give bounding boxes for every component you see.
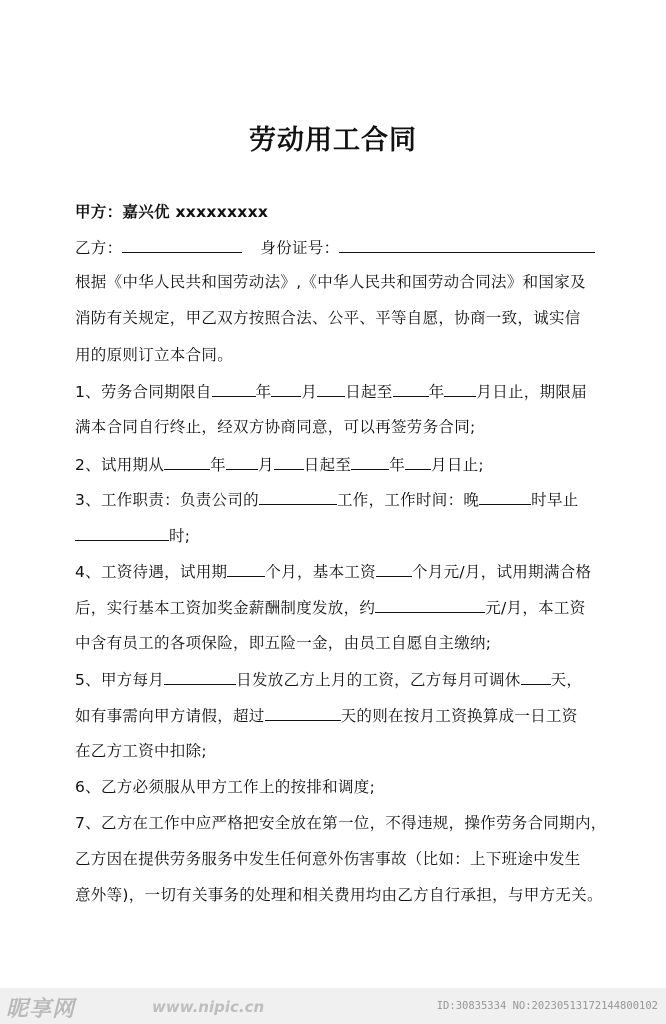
clause-5-text: 日发放乙方上月的工资，乙方每月可调休 (236, 671, 521, 689)
clause-1-line-1 (75, 381, 587, 402)
start-day-blank[interactable] (317, 381, 345, 397)
clause-5-text: 天的则在按月工资换算成一日工资 (340, 707, 578, 725)
id-number-label: 身份证号： (260, 239, 340, 257)
watermark-image-id: ID:30835334 NO:20230513172144800102 (436, 1000, 658, 1012)
clause-4-line-3: 中含有员工的各项保险，即五险一金，由员工自愿自主缴纳; (75, 634, 492, 652)
clause-5-line-1 (75, 669, 582, 690)
clause-4-text: 元/月，本工资 (485, 599, 586, 617)
clause-1-text: 年 (255, 383, 272, 401)
trial-start-year-blank[interactable] (164, 454, 210, 470)
intro-line-3: 用的原则订立本合同。 (75, 346, 234, 364)
watermark-logo: 昵享网 (6, 997, 76, 1022)
clause-1-text: 月日止，期限届 (476, 383, 588, 401)
clause-3-line-1 (75, 489, 579, 510)
clause-2-line (75, 454, 484, 475)
clause-1-text: 年 (428, 383, 445, 401)
monthly-pay-blank[interactable] (375, 597, 485, 613)
clause-7-line-2: 乙方因在提供劳务服务中发生任何意外伤害事故（比如：上下班途中发生 (75, 850, 581, 868)
clause-5-text: 5、甲方每月 (75, 671, 165, 689)
clause-2-text: 年 (210, 456, 226, 474)
trial-end-year-blank[interactable] (351, 454, 389, 470)
clause-7-line-1: 7、乙方在工作中应严格把安全放在第一位，不得违规，操作劳务合同期内， (75, 814, 607, 832)
clause-1-text: 1、劳务合同期限自 (75, 383, 212, 401)
trial-start-day-blank[interactable] (274, 454, 304, 470)
leave-days-blank[interactable] (521, 669, 551, 685)
clause-5-text: 天， (550, 671, 583, 689)
clause-2-text: 月 (257, 456, 274, 474)
end-year-blank[interactable] (393, 381, 429, 397)
clause-2-text: 2、试用期从 (75, 456, 165, 474)
clause-3-text: 工作，工作时间：晚 (336, 491, 480, 509)
id-number-blank[interactable] (339, 237, 595, 253)
trial-start-month-blank[interactable] (226, 454, 258, 470)
clause-7-line-3: 意外等)，一切有关事务的处理和相关费用均由乙方自行承担，与甲方无关。 (75, 886, 603, 904)
clause-4-line-2 (75, 597, 586, 618)
start-year-blank[interactable] (212, 381, 256, 397)
clause-3-text: 时; (169, 527, 191, 545)
party-b-name-blank[interactable] (122, 237, 242, 253)
clause-5-line-3: 在乙方工资中扣除; (75, 742, 207, 760)
work-end-time-blank[interactable] (75, 525, 169, 541)
clause-3-line-2 (75, 525, 190, 546)
clause-4-text: 个月，基本工资 (265, 563, 376, 581)
clause-4-text: 个月元/月，试用期满合格 (411, 563, 592, 581)
clause-2-text: 月日止; (431, 456, 484, 474)
clause-5-text: 如有事需向甲方请假，超过 (75, 707, 265, 725)
clause-1-text: 日起至 (345, 383, 393, 401)
work-start-time-blank[interactable] (479, 489, 531, 505)
clause-4-text: 4、工资待遇，试用期 (75, 563, 228, 581)
document-title: 劳动用工合同 (249, 125, 417, 156)
trial-months-blank[interactable] (227, 561, 265, 577)
party-a-name: 嘉兴优 xxxxxxxxx (122, 203, 269, 221)
base-salary-blank[interactable] (376, 561, 412, 577)
party-b-line (75, 237, 595, 258)
party-b-label: 乙方： (75, 239, 123, 257)
party-a-line (75, 202, 268, 222)
start-month-blank[interactable] (271, 381, 301, 397)
clause-3-text: 时早止 (531, 491, 579, 509)
trial-end-month-blank[interactable] (405, 454, 431, 470)
intro-line-2: 消防有关规定，甲乙双方按照合法、公平、平等自愿，协商一致，诚实信 (75, 309, 581, 327)
clause-6-line: 6、乙方必须服从甲方工作上的按排和调度; (75, 778, 376, 796)
clause-1-text: 月 (301, 383, 318, 401)
intro-line-1: 根据《中华人民共和国劳动法》,《中华人民共和国劳动合同法》和国家及 (75, 273, 586, 291)
clause-4-text: 后，实行基本工资加奖金薪酬制度发放，约 (75, 599, 376, 617)
clause-3-text: 3、工作职责：负责公司的 (75, 491, 259, 509)
watermark-site: www.nipic.cn (152, 998, 265, 1016)
clause-2-text: 年 (389, 456, 406, 474)
party-a-label: 甲方： (75, 203, 123, 221)
clause-4-line-1 (75, 561, 591, 582)
payday-blank[interactable] (164, 669, 236, 685)
max-leave-days-blank[interactable] (265, 705, 341, 721)
clause-1-line-2: 满本合同自行终止，经双方协商同意，可以再签劳务合同; (75, 418, 476, 436)
end-month-blank[interactable] (444, 381, 476, 397)
clause-5-line-2 (75, 705, 578, 726)
clause-2-text: 日起至 (303, 456, 352, 474)
job-duty-blank[interactable] (259, 489, 337, 505)
